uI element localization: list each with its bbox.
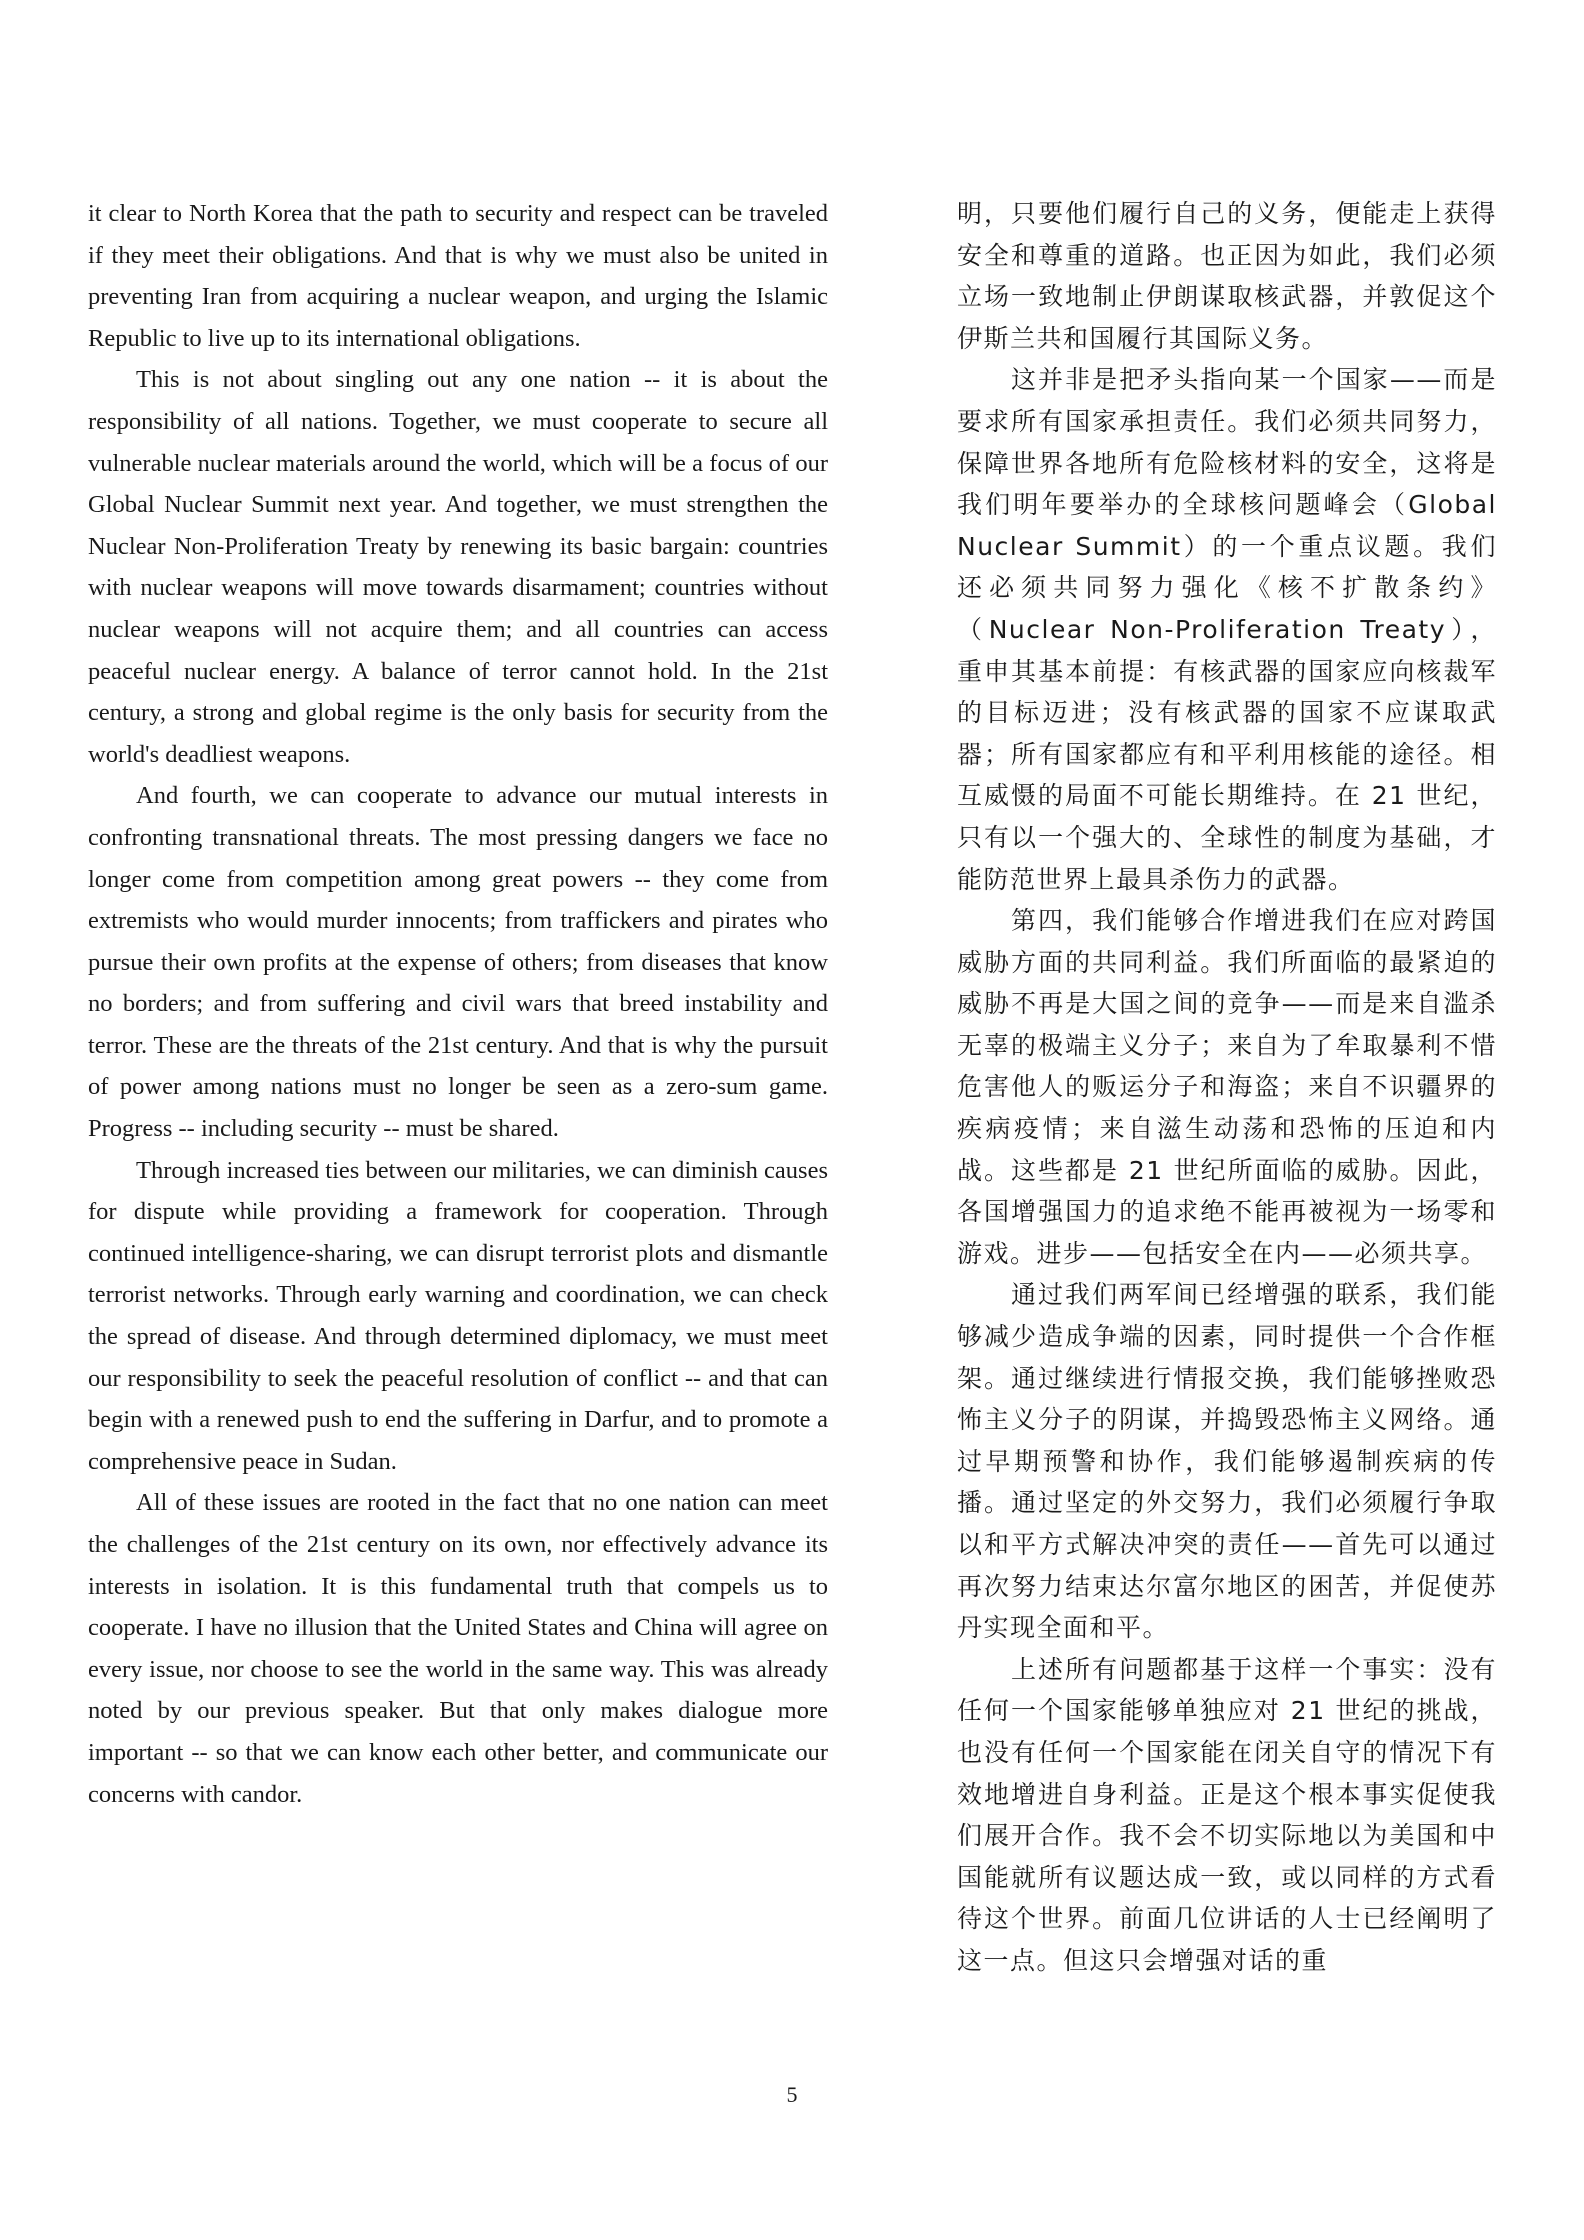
chinese-paragraph: 这并非是把矛头指向某一个国家——而是要求所有国家承担责任。我们必须共同努力，保障世界各地所有危险核材料的安全，这将是我们明年要举办的全球核问题峰会（Global Nuclear Summit）的一个重点议题。我们还必须共同努力强化《核不扩散条约》（Nuclear Non-Proliferation Treaty），重申其基本前提：有核武器的国家应向核裁军的目标迈进；没有核武器的国家不应谋取武器；所有国家都应有和平利用核能的途径。相互威慑的局面不可能长期维持。在 21 世纪，只有以一个强大的、全球性的制度为基础，才能防范世界上最具杀伤力的武器。 [957,365,1497,894]
chinese-text-column [957,193,1497,1982]
english-paragraph: All of these issues are rooted in the fact that no one nation can meet the challenges of the 21st century on its own, nor effectively advance its interests in isolation. It is this fundamental truth that compels us to cooperate. I have no illusion that the United States and China will agree on every issue, nor choose to see the world in the same way. This was already noted by our previous speaker. But that only makes dialogue more important -- so that we can know each other better, and communicate our concerns with candor. [88,1489,828,1808]
english-paragraph: Through increased ties between our militaries, we can diminish causes for dispute while providing a framework for cooperation. Through continued intelligence-sharing, we can disrupt terrorist plots and dismantle terrorist networks. Through early warning and coordination, we can check the spread of disease. And through determined diplomacy, we must meet our responsibility to seek the peaceful resolution of conflict -- and that can begin with a renewed push to end the suffering in Darfur, and to promote a comprehensive peace in Sudan. [88,1156,828,1475]
english-paragraph: it clear to North Korea that the path to security and respect can be traveled if they meet their obligations. And that is why we must also be united in preventing Iran from acquiring a nuclear weapon, and urging the Islamic Republic to live up to its international obligations. [88,200,828,352]
english-paragraph: And fourth, we can cooperate to advance our mutual interests in confronting transnational threats. The most pressing dangers we face no longer come from competition among great powers -- they come from extremists who would murder innocents; from traffickers and pirates who pursue their own profits at the expense of others; from diseases that know no borders; and from suffering and civil wars that breed instability and terror. These are the threats of the 21st century. And that is why the pursuit of power among nations must no longer be seen as a zero-sum game. Progress -- including security -- must be shared. [88,782,828,1143]
chinese-paragraph: 上述所有问题都基于这样一个事实：没有任何一个国家能够单独应对 21 世纪的挑战，也没有任何一个国家能在闭关自守的情况下有效地增进自身利益。正是这个根本事实促使我们展开合作。我不会不切实际地以为美国和中国能就所有议题达成一致，或以同样的方式看待这个世界。前面几位讲话的人士已经阐明了这一点。但这只会增强对话的重 [957,1654,1497,1975]
english-text-column [88,193,828,1815]
english-paragraph: This is not about singling out any one nation -- it is about the responsibility of all nations. Together, we must cooperate to secure all vulnerable nuclear materials around the world, which will be a focus of our Global Nuclear Summit next year. And together, we must strengthen the Nuclear Non-Proliferation Treaty by renewing its basic bargain: countries with nuclear weapons will move towards disarmament; countries without nuclear weapons will not acquire them; and all countries can access peaceful nuclear energy. A balance of terror cannot hold. In the 21st century, a strong and global regime is the only basis for security from the world's deadliest weapons. [88,366,828,768]
page-number: 5 [786,2082,798,2107]
chinese-paragraph: 通过我们两军间已经增强的联系，我们能够减少造成争端的因素，同时提供一个合作框架。通过继续进行情报交换，我们能够挫败恐怖主义分子的阴谋，并捣毁恐怖主义网络。通过早期预警和协作，我们能够遏制疾病的传播。通过坚定的外交努力，我们必须履行争取以和平方式解决冲突的责任——首先可以通过再次努力结束达尔富尔地区的困苦，并促使苏丹实现全面和平。 [957,1280,1497,1643]
chinese-paragraph: 第四，我们能够合作增进我们在应对跨国威胁方面的共同利益。我们所面临的最紧迫的威胁不再是大国之间的竞争——而是来自滥杀无辜的极端主义分子；来自为了牟取暴利不惜危害他人的贩运分子和海盗；来自不识疆界的疾病疫情；来自滋生动荡和恐怖的压迫和内战。这些都是 21 世纪所面临的威胁。因此，各国增强国力的追求绝不能再被视为一场零和游戏。进步——包括安全在内——必须共享。 [957,906,1497,1268]
chinese-paragraph: 明，只要他们履行自己的义务，便能走上获得安全和尊重的道路。也正因为如此，我们必须立场一致地制止伊朗谋取核武器，并敦促这个伊斯兰共和国履行其国际义务。 [957,199,1497,353]
